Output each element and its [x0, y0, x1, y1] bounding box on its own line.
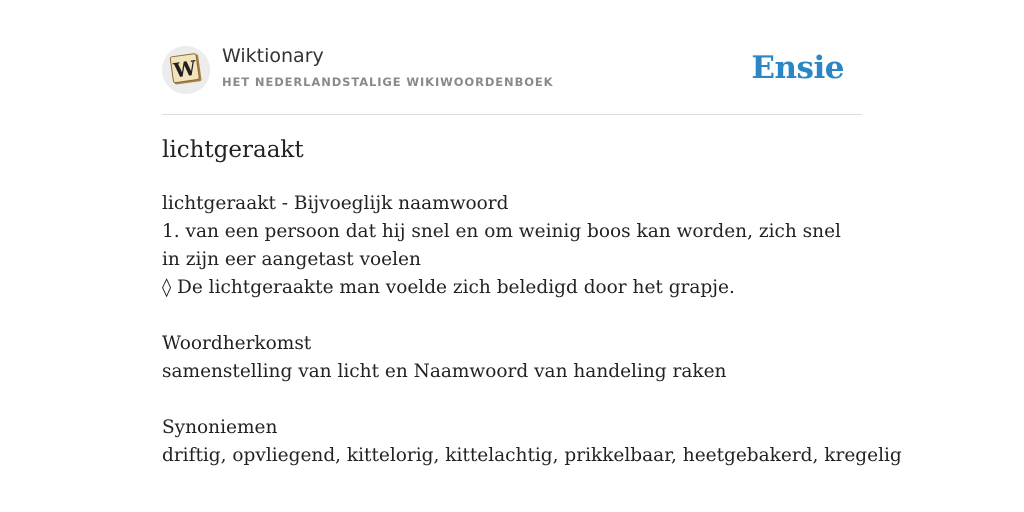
site-header	[162, 44, 862, 115]
headword-line: lichtgeraakt - Bijvoeglijk naamwoord	[162, 193, 509, 214]
entry-content	[162, 190, 902, 470]
spacer	[162, 302, 852, 330]
etymology-heading: Woordherkomst	[162, 333, 312, 354]
logo-letter: W	[172, 55, 198, 83]
brand-subtitle: HET NEDERLANDSTALIGE WIKIWOORDENBOEK	[222, 75, 554, 89]
ensie-logo-link[interactable]: Ensie	[751, 50, 844, 86]
example-text: ◊ De lichtgeraakte man voelde zich beledigd door het grapje.	[162, 277, 735, 298]
definition-text: 1. van een persoon dat hij snel en om weinig boos kan worden, zich snel in zijn eer aangetast voelen	[162, 221, 841, 270]
synonyms-heading: Synoniemen	[162, 417, 278, 438]
wiktionary-tile-icon	[162, 46, 210, 94]
spacer	[162, 386, 852, 414]
entry-title: lichtgeraakt	[162, 137, 304, 163]
synonyms-text: driftig, opvliegend, kittelorig, kittelachtig, prikkelbaar, heetgebakerd, kregelig	[162, 445, 902, 466]
wiktionary-logo-icon[interactable]	[162, 46, 210, 94]
brand-title[interactable]: Wiktionary	[222, 45, 324, 67]
etymology-text: samenstelling van licht en Naamwoord van handeling raken	[162, 361, 727, 382]
